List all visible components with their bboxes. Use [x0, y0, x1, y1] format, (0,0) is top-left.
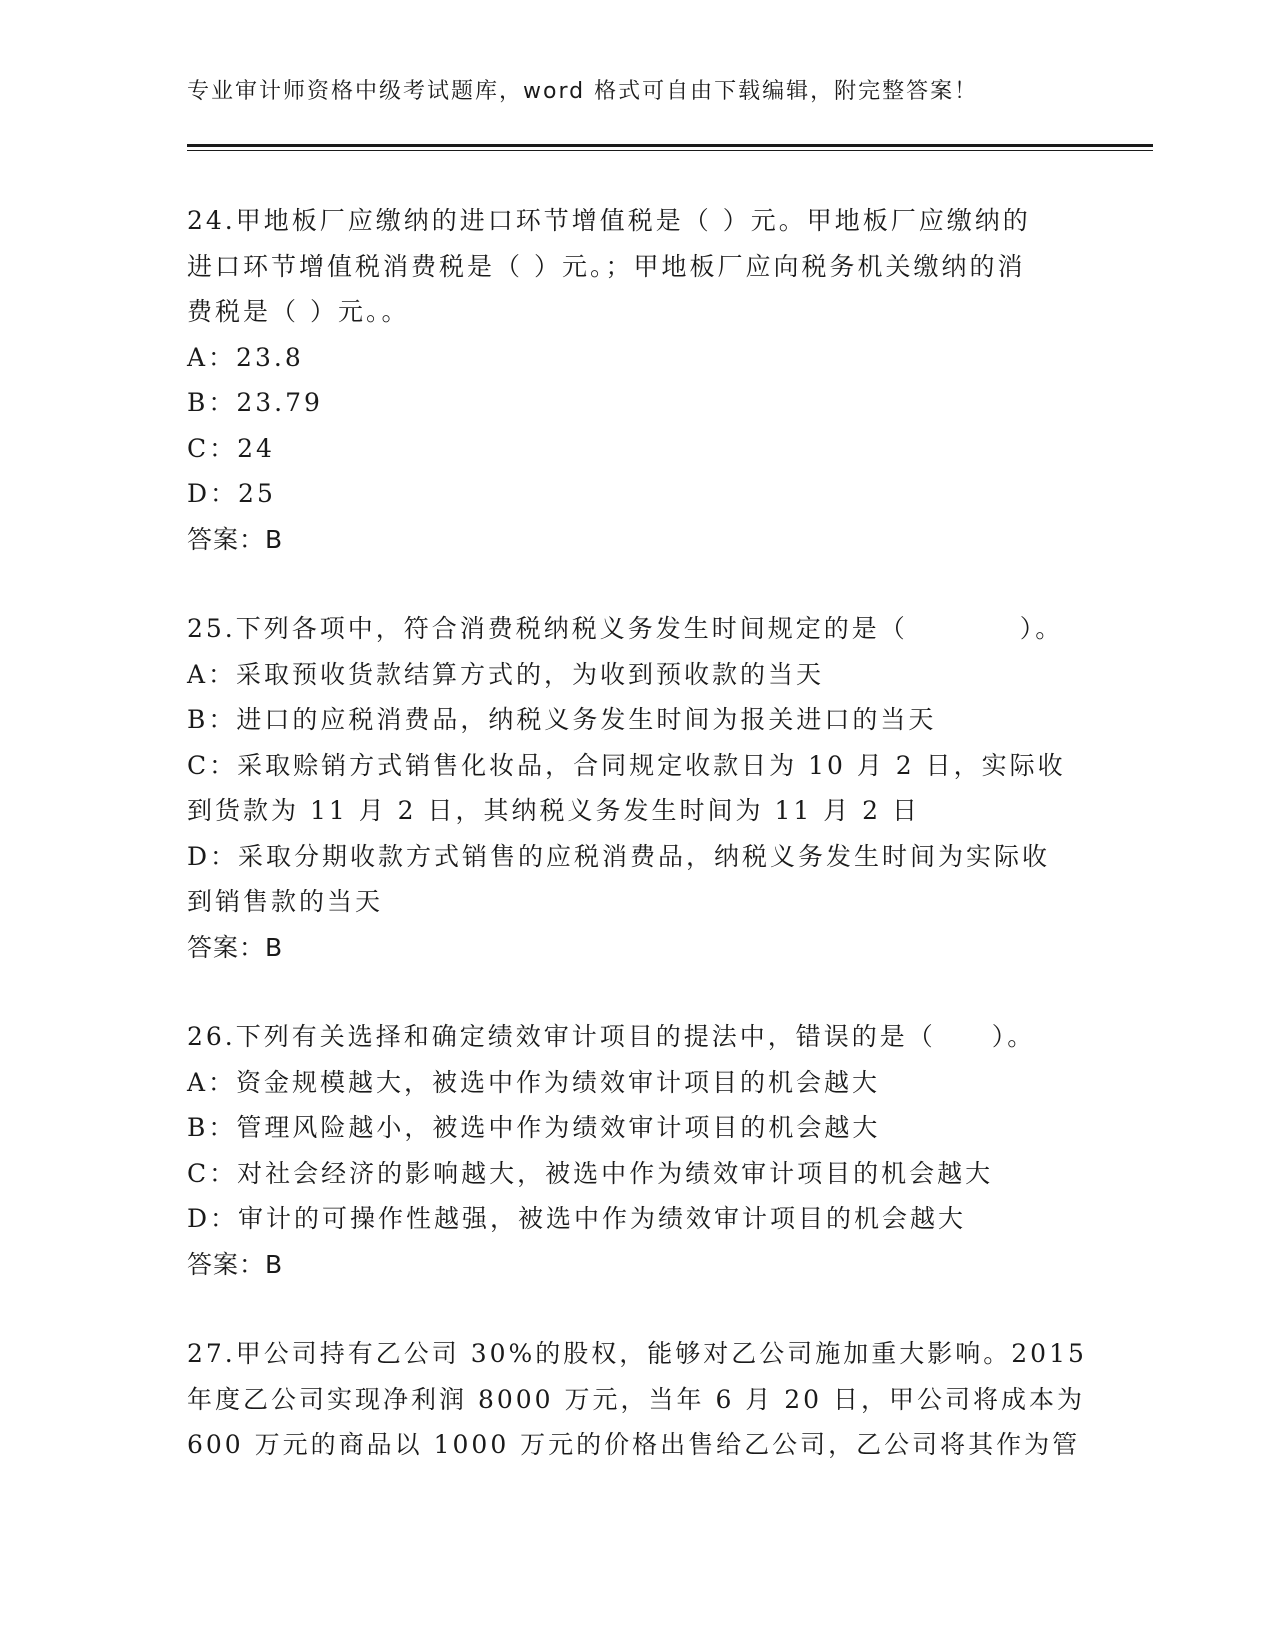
option-d-continued: 到销售款的当天 [187, 887, 384, 916]
option-c: C：采取赊销方式销售化妆品，合同规定收款日为 10 月 2 日，实际收 [187, 750, 1066, 780]
question-26 [187, 1014, 1087, 1287]
question-text-line: 年度乙公司实现净利润 8000 万元，当年 6 月 20 日，甲公司将成本为 [187, 1384, 1086, 1414]
option-d: D：审计的可操作性越强，被选中作为绩效审计项目的机会越大 [187, 1204, 967, 1233]
option-b: B：23.79 [187, 388, 323, 417]
question-text-line: 26.下列有关选择和确定绩效审计项目的提法中，错误的是（ ）。 [187, 1022, 1036, 1051]
question-text-line: 费税是（ ）元。。 [187, 297, 410, 326]
option-a: A：资金规模越大，被选中作为绩效审计项目的机会越大 [187, 1067, 881, 1097]
question-list [187, 198, 1087, 1468]
option-d: D：采取分期收款方式销售的应税消费品，纳税义务发生时间为实际收 [187, 841, 1051, 871]
answer: 答案：B [187, 524, 284, 554]
option-c-continued: 到货款为 11 月 2 日，其纳税义务发生时间为 11 月 2 日 [187, 796, 921, 825]
question-text-line: 进口环节增值税消费税是（ ）元。；甲地板厂应向税务机关缴纳的消 [187, 251, 1026, 281]
option-a: A：23.8 [187, 342, 304, 372]
option-b: B：管理风险越小，被选中作为绩效审计项目的机会越大 [187, 1113, 881, 1142]
page-header: 专业审计师资格中级考试题库，word 格式可自由下载编辑，附完整答案！ [187, 79, 979, 104]
question-text-line: 25.下列各项中，符合消费税纳税义务发生时间规定的是（ ）。 [187, 614, 1064, 643]
question-text-line: 600 万元的商品以 1000 万元的价格出售给乙公司，乙公司将其作为管 [187, 1430, 1081, 1459]
option-b: B：进口的应税消费品，纳税义务发生时间为报关进口的当天 [187, 705, 937, 734]
option-c: C：对社会经济的影响越大，被选中作为绩效审计项目的机会越大 [187, 1158, 994, 1188]
question-text-line: 24.甲地板厂应缴纳的进口环节增值税是（ ）元。甲地板厂应缴纳的 [187, 206, 1031, 235]
question-27 [187, 1331, 1087, 1468]
question-25 [187, 606, 1087, 970]
answer: 答案：B [187, 1249, 284, 1279]
header-divider-thin [187, 150, 1153, 151]
option-c: C：24 [187, 433, 275, 463]
option-d: D：25 [187, 479, 276, 508]
question-24 [187, 198, 1087, 562]
question-text-line: 27.甲公司持有乙公司 30%的股权，能够对乙公司施加重大影响。2015 [187, 1339, 1087, 1368]
answer: 答案：B [187, 932, 284, 962]
option-a: A：采取预收货款结算方式的，为收到预收款的当天 [187, 659, 825, 689]
header-divider-thick [187, 144, 1153, 147]
